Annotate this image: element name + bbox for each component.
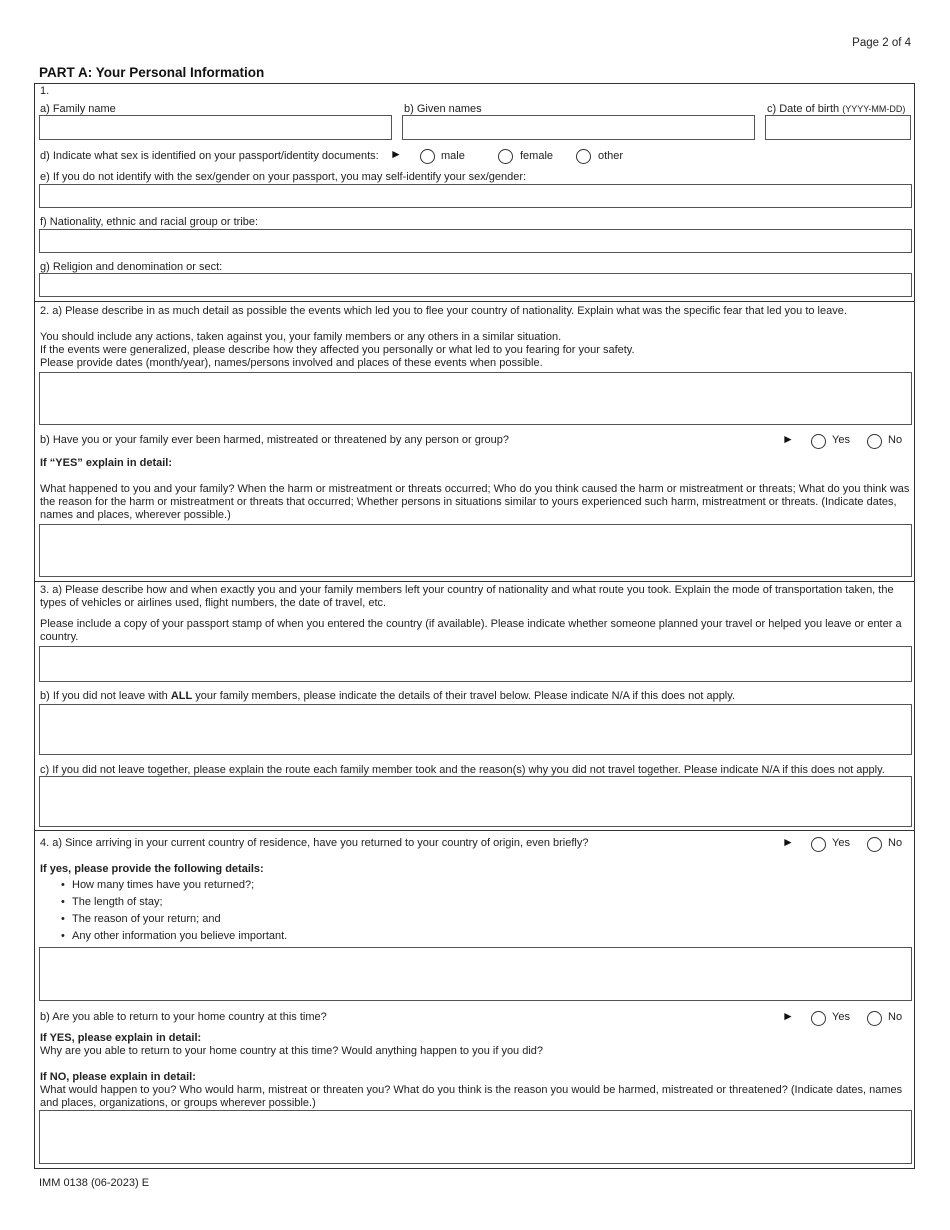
q4a-no-label: No bbox=[888, 837, 903, 849]
q2b-textarea[interactable] bbox=[39, 524, 912, 577]
dob-input[interactable] bbox=[765, 115, 911, 140]
bullet-item: How many times have you returned?; bbox=[72, 879, 255, 891]
section-4 bbox=[34, 830, 915, 1169]
q4b-no-label: No bbox=[888, 1011, 903, 1023]
form-code: IMM 0138 (06-2023) E bbox=[39, 1177, 150, 1189]
nationality-input[interactable] bbox=[39, 229, 912, 253]
dob-format: (YYYY-MM-DD) bbox=[842, 104, 906, 114]
q4b-yes-label: Yes bbox=[832, 1011, 850, 1023]
q2b-yes-radio[interactable] bbox=[811, 434, 826, 449]
family-name-label: a) Family name bbox=[40, 103, 116, 115]
sex-female-radio[interactable] bbox=[498, 149, 513, 164]
q4a-textarea[interactable] bbox=[39, 947, 912, 1001]
sex-male-radio[interactable] bbox=[420, 149, 435, 164]
q3b-post: your family members, please indicate the details of their travel below. Please indicate N/A if this does not apply. bbox=[192, 690, 735, 702]
bullet-dot: • bbox=[61, 879, 65, 891]
q2b-no-radio[interactable] bbox=[867, 434, 882, 449]
section-3 bbox=[34, 581, 915, 831]
q4b-question: b) Are you able to return to your home country at this time? bbox=[40, 1011, 327, 1023]
dob-label-text: c) Date of birth bbox=[767, 103, 840, 115]
given-names-label: b) Given names bbox=[404, 103, 482, 115]
q3a-passport: Please include a copy of your passport stamp of when you entered the country (if available). Please indicate whether someone planned your travel or helped you leave or enter a country. bbox=[40, 618, 902, 643]
bullet-dot: • bbox=[61, 930, 65, 942]
q3b-pre: b) If you did not leave with bbox=[40, 690, 171, 702]
arrow-icon: ► bbox=[782, 432, 794, 446]
q3b-textarea[interactable] bbox=[39, 704, 912, 755]
q4b-if-yes: If YES, please explain in detail: bbox=[40, 1032, 202, 1044]
section-2 bbox=[34, 301, 915, 582]
q4a-yes-label: Yes bbox=[832, 837, 850, 849]
q4a-question: 4. a) Since arriving in your current country of residence, have you returned to your country of origin, even briefly? bbox=[40, 837, 589, 849]
q4b-textarea[interactable] bbox=[39, 1110, 912, 1164]
sex-male-label: male bbox=[441, 150, 465, 162]
q4b-no-detail: What would happen to you? Who would harm, mistreat or threaten you? What do you think is the reason you would be harmed, mistreated or threatened? (Indicate dates, names and places, organizations, or groups wherever possible.) bbox=[40, 1084, 903, 1109]
sex-female-label: female bbox=[520, 150, 554, 162]
nationality-label: f) Nationality, ethnic and racial group or tribe: bbox=[40, 216, 259, 228]
q4b-no-radio[interactable] bbox=[867, 1011, 882, 1026]
q3a-intro: 3. a) Please describe how and when exactly you and your family members left your country of nationality and what route you took. Explain the mode of transportation taken, the types of vehicles or airlines used, flight numbers, the date of travel, etc. bbox=[40, 584, 894, 609]
bullet-dot: • bbox=[61, 913, 65, 925]
family-name-input[interactable] bbox=[39, 115, 392, 140]
arrow-icon: ► bbox=[782, 835, 794, 849]
q2a-line2: If the events were generalized, please describe how they affected you personally or what led to you fearing for your safety. bbox=[40, 344, 635, 356]
q4a-yes-radio[interactable] bbox=[811, 837, 826, 852]
sex-question: d) Indicate what sex is identified on your passport/identity documents: bbox=[40, 150, 379, 162]
q4a-no-radio[interactable] bbox=[867, 837, 882, 852]
bullet-item: The reason of your return; and bbox=[72, 913, 221, 925]
q4b-yes-radio[interactable] bbox=[811, 1011, 826, 1026]
self-identify-input[interactable] bbox=[39, 184, 912, 208]
sex-other-radio[interactable] bbox=[576, 149, 591, 164]
arrow-icon: ► bbox=[390, 147, 402, 161]
page-number: Page 2 of 4 bbox=[852, 37, 911, 49]
q2b-if-yes: If “YES” explain in detail: bbox=[40, 457, 173, 469]
q3b-bold: ALL bbox=[170, 690, 193, 702]
religion-label: g) Religion and denomination or sect: bbox=[40, 261, 223, 273]
bullet-item: The length of stay; bbox=[72, 896, 163, 908]
self-identify-label: e) If you do not identify with the sex/gender on your passport, you may self-identify your sex/gender: bbox=[40, 171, 527, 183]
q2a-textarea[interactable] bbox=[39, 372, 912, 425]
q4b-if-no: If NO, please explain in detail: bbox=[40, 1071, 196, 1083]
arrow-icon: ► bbox=[782, 1009, 794, 1023]
q4b-yes-detail: Why are you able to return to your home country at this time? Would anything happen to you if you did? bbox=[40, 1045, 544, 1057]
bullet-dot: • bbox=[61, 896, 65, 908]
q2a-line1: You should include any actions, taken against you, your family members or any others in a similar situation. bbox=[40, 331, 562, 343]
q1-number: 1. bbox=[40, 85, 50, 97]
q2b-no-label: No bbox=[888, 434, 903, 446]
given-names-input[interactable] bbox=[402, 115, 755, 140]
q2b-detail: What happened to you and your family? When the harm or mistreatment or threats occurred; Who do you think caused the harm or mistreatment or threats; What do you think was the reason for the harm or mistreatment or threats that occurred; Whether persons in situations similar to yours experienced such harm, mistreatment or threats. (Indicate dates, names and places, wherever possible.) bbox=[40, 483, 910, 521]
q3c-label: c) If you did not leave together, please explain the route each family member took and the reason(s) why you did not travel together. Please indicate N/A if this does not apply. bbox=[40, 764, 885, 776]
q2a-line3: Please provide dates (month/year), names/persons involved and places of these events when possible. bbox=[40, 357, 543, 369]
q3a-textarea[interactable] bbox=[39, 646, 912, 682]
q4a-if-yes: If yes, please provide the following details: bbox=[40, 863, 264, 875]
bullet-item: Any other information you believe important. bbox=[72, 930, 288, 942]
q2b-yes-label: Yes bbox=[832, 434, 850, 446]
q3c-textarea[interactable] bbox=[39, 776, 912, 827]
religion-input[interactable] bbox=[39, 273, 912, 297]
section-1 bbox=[34, 83, 915, 302]
part-title: PART A: Your Personal Information bbox=[39, 65, 265, 80]
q2a-intro: 2. a) Please describe in as much detail as possible the events which led you to flee your country of nationality. Explain what was the specific fear that led you to leave. bbox=[40, 305, 847, 317]
q3b-label bbox=[40, 690, 735, 703]
q2b-question: b) Have you or your family ever been harmed, mistreated or threatened by any person or group? bbox=[40, 434, 509, 446]
sex-other-label: other bbox=[598, 150, 624, 162]
